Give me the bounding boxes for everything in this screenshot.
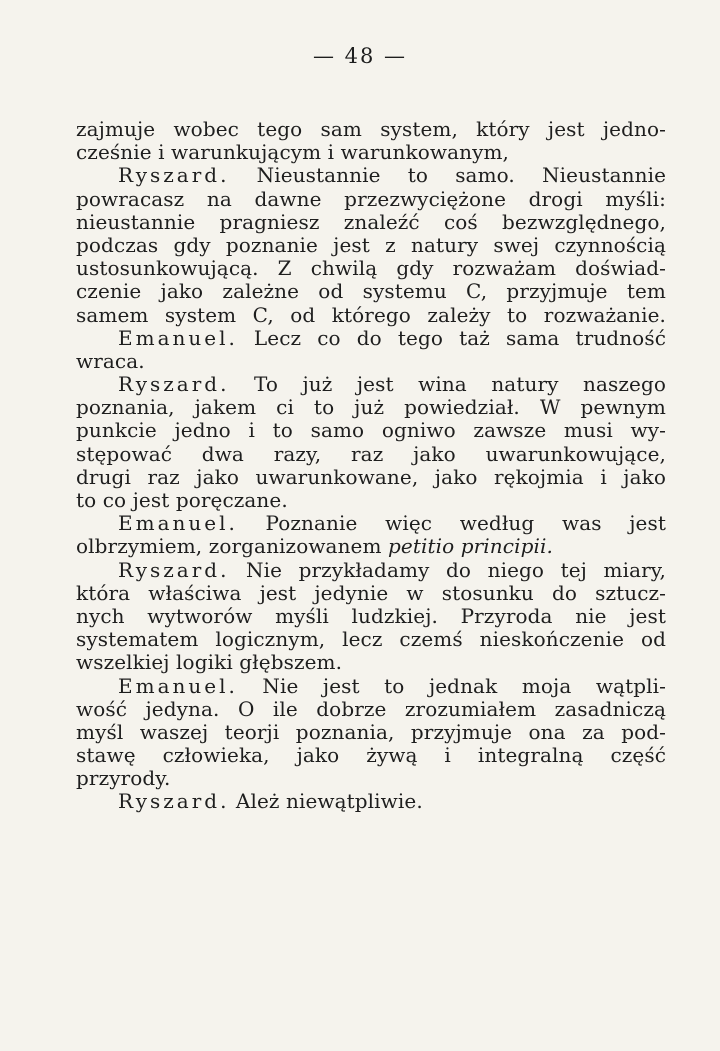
line-text: Nie jest to jednak moja wątpli-	[237, 673, 666, 698]
line-text: to co jest poręczane.	[76, 488, 288, 512]
page-number: — 48 —	[312, 44, 408, 68]
line-text: To już jest wina natury naszego	[229, 372, 666, 397]
line-text: Poznanie więc według was jest	[237, 511, 666, 536]
line-text: olbrzymiem, zorganizowanem	[76, 534, 389, 559]
text-line	[76, 559, 666, 582]
line-text: Nie przykładamy do niego tej miary,	[229, 557, 666, 582]
line-text: podczas gdy poznanie jest z natury swej czynnością	[76, 232, 666, 257]
line-text: stępować dwa razy, raz jako uwarunkowujące,	[76, 441, 666, 466]
text-line	[76, 419, 666, 442]
line-text: ustosunkowującą. Z chwilą gdy rozważam doświad-	[76, 256, 666, 281]
text-line	[76, 396, 666, 419]
line-text: wszelkiej logiki głębszem.	[76, 650, 343, 675]
text-line	[76, 675, 666, 698]
text-line	[76, 582, 666, 605]
text-line	[76, 651, 666, 674]
line-text: wraca.	[76, 348, 145, 373]
text-line	[76, 118, 666, 141]
line-text: cześnie i warunkującym i warunkowanym,	[76, 140, 509, 165]
line-text: Nieustannie to samo. Nieustannie	[229, 163, 666, 188]
text-line	[76, 535, 666, 558]
text-line	[76, 234, 666, 257]
italic-phrase: petitio principii.	[388, 534, 553, 559]
text-line	[76, 605, 666, 628]
line-text: Ależ niewątpliwie.	[229, 789, 423, 814]
line-text: systematem logicznym, lecz czemś nieskończenie od	[76, 627, 666, 652]
line-text: czenie jako zależne od systemu C, przyjmuje tem	[76, 279, 666, 304]
text-line	[76, 744, 666, 767]
text-line	[76, 141, 666, 164]
line-text: przyrody.	[76, 766, 171, 791]
text-line	[76, 164, 666, 187]
text-block	[76, 118, 666, 814]
line-text: wość jedyna. O ile dobrze zrozumiałem zasadniczą	[76, 696, 666, 721]
line-text: stawę człowieka, jako żywą i integralną część	[76, 743, 666, 768]
text-line	[76, 767, 666, 790]
line-text: nych wytworów myśli ludzkiej. Przyroda nie jest	[76, 603, 666, 628]
speaker-name: Ryszard.	[118, 789, 230, 814]
speaker-name: Emanuel.	[118, 511, 238, 536]
line-text: która właściwa jest jedynie w stosunku do sztucz-	[76, 580, 666, 605]
line-text: samem system C, od którego zależy to rozważanie.	[76, 302, 666, 327]
text-line	[76, 327, 666, 350]
line-text: punkcie jedno i to samo ogniwo zawsze musi wy-	[76, 418, 666, 443]
text-line	[76, 350, 666, 373]
line-text: drugi raz jako uwarunkowane, jako rękojmia i jako	[76, 464, 666, 489]
line-text: zajmuje wobec tego sam system, który jest jedno-	[76, 117, 666, 141]
speaker-name: Ryszard.	[118, 163, 230, 188]
line-text: myśl waszej teorji poznania, przyjmuje ona za pod-	[76, 719, 666, 744]
text-line	[76, 280, 666, 303]
speaker-name: Emanuel.	[118, 325, 238, 350]
text-line	[76, 188, 666, 211]
text-line	[76, 304, 666, 327]
text-line	[76, 628, 666, 651]
speaker-name: Ryszard.	[118, 557, 230, 582]
text-line	[76, 211, 666, 234]
text-line	[76, 257, 666, 280]
text-line	[76, 373, 666, 396]
text-line	[76, 466, 666, 489]
speaker-name: Ryszard.	[118, 372, 230, 397]
text-line	[76, 512, 666, 535]
text-line	[76, 698, 666, 721]
line-text: nieustannie pragniesz znaleźć coś bezwzględnego,	[76, 209, 666, 234]
text-line	[76, 790, 666, 813]
line-text: powracasz na dawne przezwyciężone drogi myśli:	[76, 186, 666, 211]
speaker-name: Emanuel.	[118, 673, 238, 698]
line-text: poznania, jakem ci to już powiedział. W pewnym	[76, 395, 666, 420]
line-text: Lecz co do tego taż sama trudność	[237, 325, 666, 350]
text-line	[76, 489, 666, 512]
text-line	[76, 443, 666, 466]
text-line	[76, 721, 666, 744]
